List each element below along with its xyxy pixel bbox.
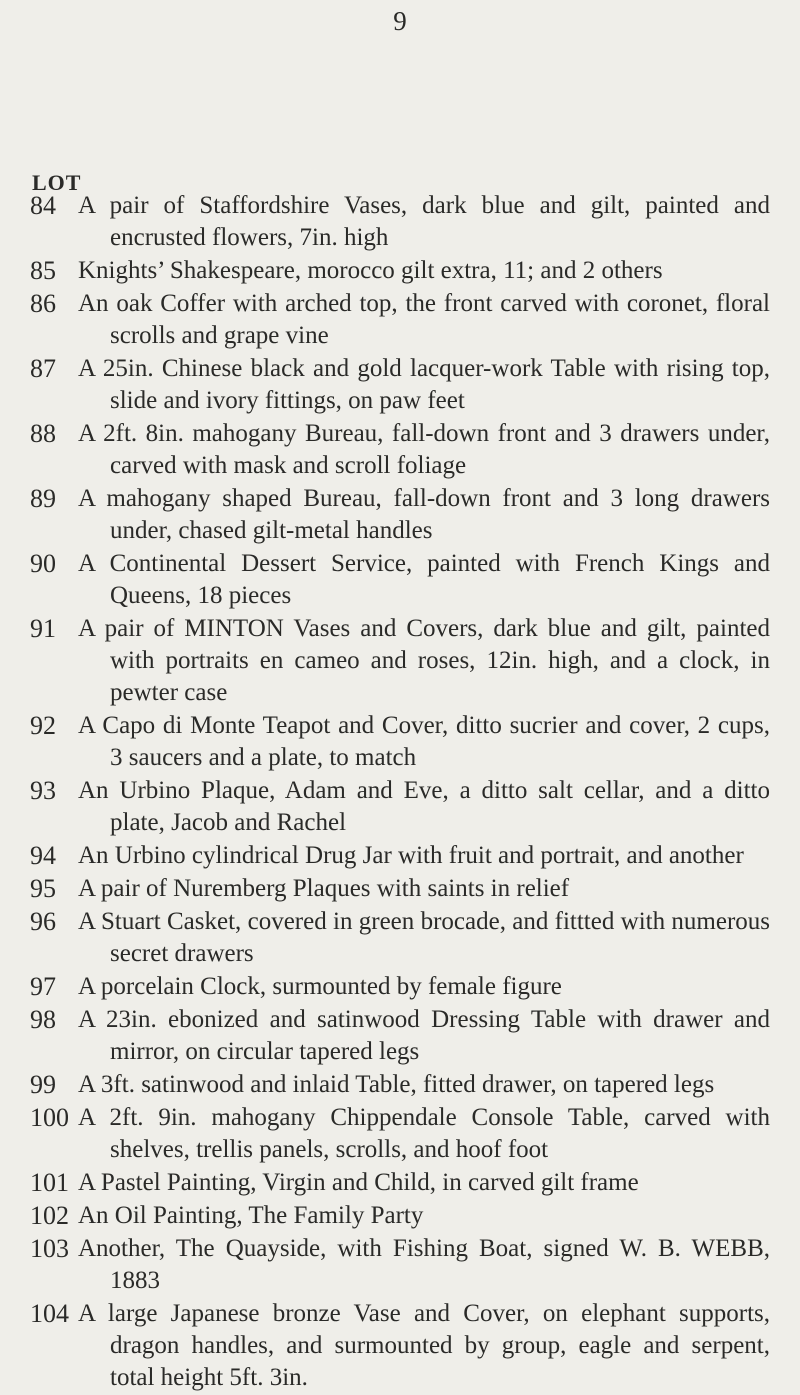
lot-column-header: LOT xyxy=(32,170,82,195)
lot-number: 92 xyxy=(30,711,56,740)
lot-entry xyxy=(0,255,800,287)
lot-description: An Oil Painting, The Family Party xyxy=(78,1202,424,1229)
lot-entry xyxy=(0,1102,800,1166)
lot-number: 89 xyxy=(30,484,56,513)
lot-entry xyxy=(0,873,800,905)
lot-number: 93 xyxy=(30,776,56,805)
lot-number: 96 xyxy=(30,907,56,936)
lot-number: 98 xyxy=(30,1005,56,1034)
lot-entry xyxy=(0,1233,800,1297)
lot-entry xyxy=(0,548,800,612)
lot-description: A pair of Nuremberg Plaques with saints in relief xyxy=(78,875,570,902)
lot-description: A Continental Dessert Service, painted with French Kings and Queens, 18 pieces xyxy=(78,550,770,609)
lot-entry xyxy=(0,483,800,547)
lot-entry xyxy=(0,1167,800,1199)
lot-entry xyxy=(0,613,800,709)
lot-number: 101 xyxy=(30,1168,69,1197)
lot-number: 85 xyxy=(30,256,56,285)
lot-description: A Capo di Monte Teapot and Cover, ditto sucrier and cover, 2 cups, 3 saucers and a plate, to match xyxy=(78,712,770,771)
lot-entry xyxy=(0,418,800,482)
lot-description: A Stuart Casket, covered in green brocade, and fittted with numerous secret drawers xyxy=(78,908,770,967)
lot-number: 90 xyxy=(30,549,56,578)
lot-number: 103 xyxy=(30,1234,69,1263)
lot-number: 100 xyxy=(30,1103,69,1132)
lot-entry xyxy=(0,710,800,774)
lot-entry xyxy=(0,288,800,352)
lot-description: A pair of Staffordshire Vases, dark blue and gilt, painted and encrusted flowers, 7in. high xyxy=(78,192,770,251)
lot-entry xyxy=(0,971,800,1003)
lot-number: 99 xyxy=(30,1070,56,1099)
page-number: 9 xyxy=(393,6,407,36)
lot-description: A 23in. ebonized and satinwood Dressing Table with drawer and mirror, on circular tapered legs xyxy=(78,1006,770,1065)
lot-description: A porcelain Clock, surmounted by female figure xyxy=(78,973,562,1000)
lot-description: An Urbino Plaque, Adam and Eve, a ditto salt cellar, and a ditto plate, Jacob and Rachel xyxy=(78,777,770,836)
lot-number: 104 xyxy=(30,1299,69,1328)
lot-number: 91 xyxy=(30,614,56,643)
lot-description: Another, The Quayside, with Fishing Boat, signed W. B. WEBB, 1883 xyxy=(78,1235,770,1294)
lot-entry xyxy=(0,1069,800,1101)
lot-entry xyxy=(0,906,800,970)
lot-number: 84 xyxy=(30,191,56,220)
lot-number: 86 xyxy=(30,289,56,318)
lot-description: A large Japanese bronze Vase and Cover, on elephant supports, dragon handles, and surmounted by group, eagle and serpent, total height 5ft. 3in. xyxy=(78,1300,770,1391)
lot-entry xyxy=(0,775,800,839)
lot-entry xyxy=(0,1004,800,1068)
lot-list xyxy=(0,190,800,1395)
lot-number: 102 xyxy=(30,1201,69,1230)
lot-number: 95 xyxy=(30,874,56,903)
lot-description: An oak Coffer with arched top, the front carved with coronet, floral scrolls and grape vine xyxy=(78,290,770,349)
lot-entry xyxy=(0,190,800,254)
lot-number: 87 xyxy=(30,354,56,383)
lot-description: Knights’ Shakespeare, morocco gilt extra, 11; and 2 others xyxy=(78,257,663,284)
lot-number: 88 xyxy=(30,419,56,448)
lot-description: A mahogany shaped Bureau, fall-down front and 3 long drawers under, chased gilt-metal handles xyxy=(78,485,770,544)
lot-number: 97 xyxy=(30,972,56,1001)
lot-number: 94 xyxy=(30,841,56,870)
lot-entry xyxy=(0,1200,800,1232)
lot-entry xyxy=(0,353,800,417)
lot-description: A 2ft. 8in. mahogany Bureau, fall-down front and 3 drawers under, carved with mask and scroll foliage xyxy=(78,420,770,479)
lot-entry xyxy=(0,1298,800,1394)
lot-description: A Pastel Painting, Virgin and Child, in carved gilt frame xyxy=(78,1169,639,1196)
lot-description: A 2ft. 9in. mahogany Chippendale Console Table, carved with shelves, trellis panels, scrolls, and hoof foot xyxy=(78,1104,770,1163)
lot-description: An Urbino cylindrical Drug Jar with fruit and portrait, and another xyxy=(78,842,744,869)
lot-entry xyxy=(0,840,800,872)
lot-description: A 3ft. satinwood and inlaid Table, fitted drawer, on tapered legs xyxy=(78,1071,715,1098)
lot-description: A pair of MINTON Vases and Covers, dark blue and gilt, painted with portraits en cameo and roses, 12in. high, and a clock, in pewter case xyxy=(78,615,770,706)
lot-description: A 25in. Chinese black and gold lacquer-work Table with rising top, slide and ivory fittings, on paw feet xyxy=(78,355,770,414)
